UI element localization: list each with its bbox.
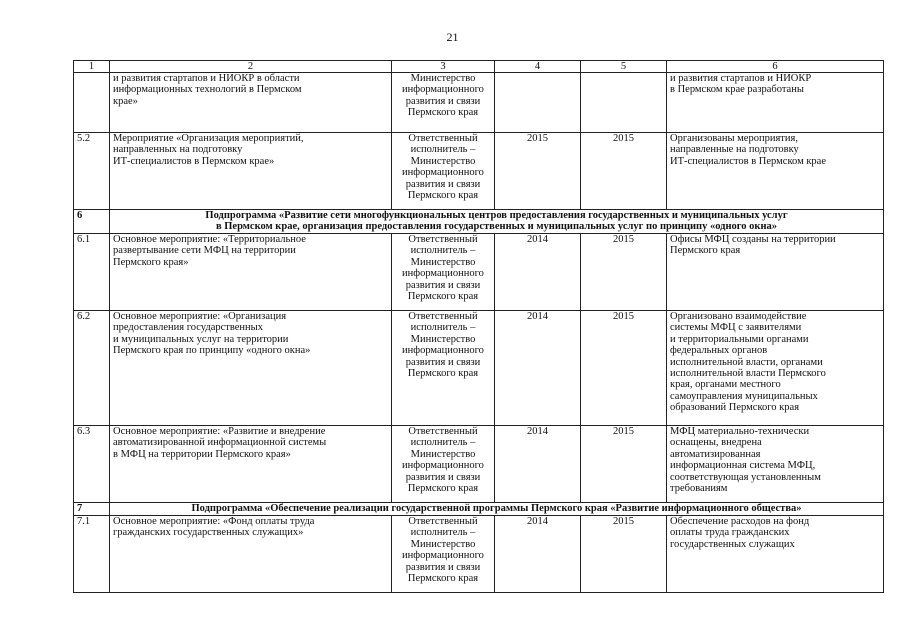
end-year-cell xyxy=(581,73,667,133)
row-number: 7.1 xyxy=(74,516,110,593)
measure-cell: и развития стартапов и НИОКР в области информационных технологий в Пермском крае» xyxy=(110,73,392,133)
row-number: 6.2 xyxy=(74,311,110,426)
executor-cell: Министерство информационного развития и связи Пермского края xyxy=(392,73,495,133)
row-number: 6 xyxy=(74,210,110,234)
column-header: 6 xyxy=(667,61,884,73)
table-header-row xyxy=(74,61,884,73)
executor-cell: Ответственный исполнитель – Министерство информационного развития и связи Пермского края xyxy=(392,234,495,311)
result-cell: Офисы МФЦ созданы на территории Пермского края xyxy=(667,234,884,311)
subprogram-title: Подпрограмма «Развитие сети многофункциональных центров предоставления государственных и муниципальных услуг в Пермском крае, организация предоставления государственных и муниципальных услуг по принципу «одного окна» xyxy=(110,210,884,234)
measure-cell: Мероприятие «Организация мероприятий, направленных на подготовку ИТ-специалистов в Пермском крае» xyxy=(110,133,392,210)
measure-cell: Основное мероприятие: «Развитие и внедрение автоматизированной информационной системы в МФЦ на территории Пермского края» xyxy=(110,426,392,503)
result-cell: МФЦ материально-технически оснащены, внедрена автоматизированная информационная система МФЦ, соответствующая установленным требованиям xyxy=(667,426,884,503)
program-table xyxy=(73,60,884,593)
row-number xyxy=(74,73,110,133)
executor-cell: Ответственный исполнитель – Министерство информационного развития и связи Пермского края xyxy=(392,311,495,426)
result-cell: Организовано взаимодействие системы МФЦ с заявителями и территориальными органами федеральных органов исполнительной власти, органами исполнительной власти Пермского края, органами местного самоуправления муниципальных образований Пермского края xyxy=(667,311,884,426)
column-header: 2 xyxy=(110,61,392,73)
start-year-cell: 2014 xyxy=(495,311,581,426)
start-year-cell: 2014 xyxy=(495,234,581,311)
executor-cell: Ответственный исполнитель – Министерство информационного развития и связи Пермского края xyxy=(392,516,495,593)
end-year-cell: 2015 xyxy=(581,133,667,210)
result-cell: и развития стартапов и НИОКР в Пермском крае разработаны xyxy=(667,73,884,133)
measure-cell: Основное мероприятие: «Организация предоставления государственных и муниципальных услуг на территории Пермского края по принципу «одного окна» xyxy=(110,311,392,426)
start-year-cell: 2014 xyxy=(495,426,581,503)
end-year-cell: 2015 xyxy=(581,426,667,503)
result-cell: Обеспечение расходов на фонд оплаты труда гражданских государственных служащих xyxy=(667,516,884,593)
start-year-cell xyxy=(495,73,581,133)
column-header: 5 xyxy=(581,61,667,73)
column-header: 1 xyxy=(74,61,110,73)
row-number: 6.3 xyxy=(74,426,110,503)
measure-cell: Основное мероприятие: «Фонд оплаты труда гражданских государственных служащих» xyxy=(110,516,392,593)
row-number: 7 xyxy=(74,503,110,516)
end-year-cell: 2015 xyxy=(581,516,667,593)
table-row xyxy=(74,73,884,133)
table-row xyxy=(74,426,884,503)
subprogram-row xyxy=(74,210,884,234)
subprogram-row xyxy=(74,503,884,516)
table-row xyxy=(74,311,884,426)
result-cell: Организованы мероприятия, направленные на подготовку ИТ-специалистов в Пермском крае xyxy=(667,133,884,210)
end-year-cell: 2015 xyxy=(581,234,667,311)
row-number: 6.1 xyxy=(74,234,110,311)
table-row xyxy=(74,516,884,593)
column-header: 4 xyxy=(495,61,581,73)
start-year-cell: 2015 xyxy=(495,133,581,210)
end-year-cell: 2015 xyxy=(581,311,667,426)
table-row xyxy=(74,234,884,311)
measure-cell: Основное мероприятие: «Территориальное развертывание сети МФЦ на территории Пермского края» xyxy=(110,234,392,311)
row-number: 5.2 xyxy=(74,133,110,210)
page-number: 21 xyxy=(446,30,459,44)
subprogram-title: Подпрограмма «Обеспечение реализации государственной программы Пермского края «Развитие информационного общества» xyxy=(110,503,884,516)
executor-cell: Ответственный исполнитель – Министерство информационного развития и связи Пермского края xyxy=(392,426,495,503)
table-row xyxy=(74,133,884,210)
start-year-cell: 2014 xyxy=(495,516,581,593)
executor-cell: Ответственный исполнитель – Министерство информационного развития и связи Пермского края xyxy=(392,133,495,210)
column-header: 3 xyxy=(392,61,495,73)
